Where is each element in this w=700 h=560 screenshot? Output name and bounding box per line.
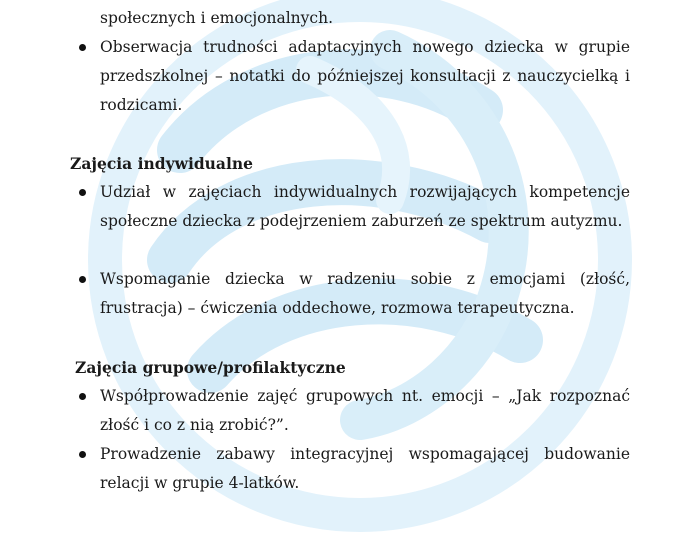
section-heading-group: Zajęcia grupowe/profilaktyczne: [75, 358, 346, 377]
list-item: Współprowadzenie zajęć grupowych nt. emocji – „Jak rozpoznać złość i co z nią zrobić?”.: [100, 382, 630, 440]
list-item: Wspomaganie dziecka w radzeniu sobie z emocjami (złość, frustracja) – ćwiczenia oddechowe, rozmowa terapeutyczna.: [100, 265, 630, 323]
list-item-continuation: społecznych i emocjonalnych.: [100, 9, 333, 27]
list-item: Obserwacja trudności adaptacyjnych nowego dziecka w grupie przedszkolnej – notatki do późniejszej konsultacji z nauczycielką i rodzicami.: [100, 33, 630, 120]
section-heading-individual: Zajęcia indywidualne: [70, 154, 253, 173]
list-item: Prowadzenie zabawy integracyjnej wspomagającej budowanie relacji w grupie 4-latków.: [100, 440, 630, 498]
list-item: Udział w zajęciach indywidualnych rozwijających kompetencje społeczne dziecka z podejrzeniem zaburzeń ze spektrum autyzmu.: [100, 178, 630, 236]
